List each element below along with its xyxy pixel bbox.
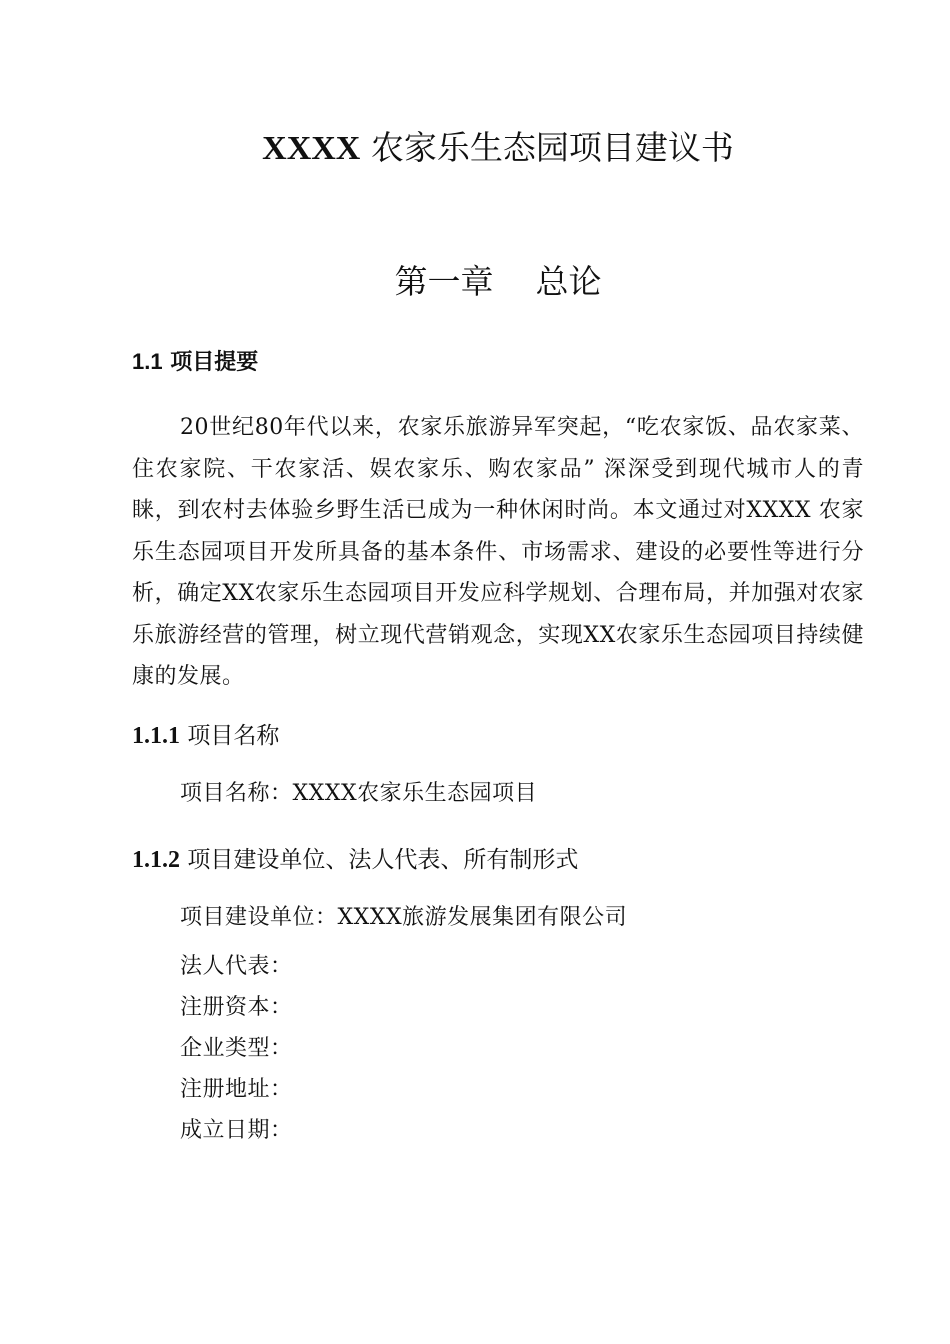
chapter-title: 第一章 总论 [394, 262, 602, 301]
document-title-text: 农家乐生态园项目建议书 [370, 128, 734, 167]
section-number: 1.1 [132, 349, 163, 374]
registered-capital-line: 注册资本： [180, 995, 293, 1020]
legal-representative-line: 法人代表： [180, 954, 293, 979]
section-paragraph: 20世纪80年代以来，农家乐旅游异军突起，“吃农家饭、品农家菜、住农家院、干农家活、娱农家乐、购农家品” 深深受到现代城市人的青睐，到农村去体验乡野生活已成为一种休闲时尚。本文通过对XXXX 农家乐生态园项目开发所具备的基本条件、市场需求、建设的必要性等进行分析，确定XX农家乐生态园项目开发应科学规划、合理布局，并加强对农家乐旅游经营的管理，树立现代营销观念，实现XX农家乐生态园项目持续健康的发展。 [132, 415, 864, 689]
project-name-line: 项目名称：XXXX农家乐生态园项目 [180, 781, 538, 806]
enterprise-type-line: 企业类型： [180, 1036, 293, 1061]
document-title-latin: XXXX [262, 130, 361, 167]
registered-address-line: 注册地址： [180, 1077, 293, 1102]
section-title: 项目名称 [187, 723, 280, 749]
section-title: 项目建设单位、法人代表、所有制形式 [187, 847, 579, 873]
section-heading-1-1 [132, 344, 258, 381]
section-number: 1.1.2 [132, 847, 180, 873]
section-title: 项目提要 [170, 350, 259, 375]
document-title [0, 124, 950, 173]
section-heading-1-1-1 [132, 718, 279, 754]
construction-unit-line: 项目建设单位：XXXX旅游发展集团有限公司 [180, 905, 628, 930]
section-heading-1-1-2 [132, 842, 578, 878]
section-number: 1.1.1 [132, 723, 180, 749]
establishment-date-line: 成立日期： [180, 1118, 293, 1143]
